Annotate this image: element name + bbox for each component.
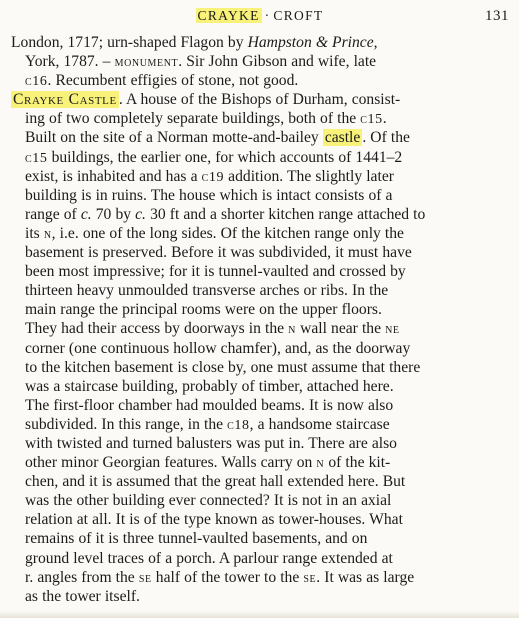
small-caps-run: c16 <box>25 74 48 90</box>
text-run: its <box>25 224 44 242</box>
text-line <box>0 243 519 262</box>
text-run: The first-floor chamber had moulded beams. It is now also <box>25 396 394 414</box>
text-run: r. angles from the <box>25 568 139 586</box>
text-line <box>0 281 519 300</box>
text-line <box>0 52 519 71</box>
text-run: of the kit- <box>324 454 391 472</box>
text-run: York, 1787. – <box>25 53 115 71</box>
text-line <box>0 339 519 358</box>
running-head-highlighted-word: CRAYKE <box>197 8 260 23</box>
text-run: Built on the site of a Norman motte-and-bailey <box>25 129 323 147</box>
small-caps-run: c18 <box>227 417 250 433</box>
text-line <box>0 33 519 52</box>
text-line <box>0 396 519 415</box>
text-line <box>0 167 519 186</box>
text-line <box>0 587 519 606</box>
text-run: chen, and it is assumed that the great hall extended here. But <box>25 473 406 491</box>
text-run: . <box>382 110 387 128</box>
text-run: was the other building ever connected? It is not in an axial <box>25 492 392 510</box>
text-line <box>0 472 519 491</box>
text-run: corner (one continuous hollow chamfer), and, as the doorway <box>25 339 411 357</box>
text-line <box>0 262 519 281</box>
text-run: . A house of the Bishops of Durham, consist- <box>118 91 401 109</box>
text-line <box>0 510 519 529</box>
text-run: . It was as large <box>316 568 415 586</box>
small-caps-run: n <box>288 322 296 338</box>
text-line <box>0 71 519 90</box>
text-run: thirteen heavy unmoulded transverse arches or ribs. In the <box>25 282 389 300</box>
text-run: building is in ruins. The house which is intact consists of a <box>25 186 393 204</box>
text-run: range of <box>25 205 81 223</box>
text-line <box>0 90 519 109</box>
text-run: , a handsome staircase <box>249 415 390 433</box>
text-run: been most impressive; for it is tunnel-vaulted and crossed by <box>25 263 406 281</box>
text-run: half of the tower to the <box>151 568 304 586</box>
text-run: London, 1717; urn-shaped Flagon by <box>11 34 248 51</box>
small-caps-run: n <box>43 226 52 242</box>
text-line <box>0 358 519 377</box>
small-caps-run: se <box>303 570 317 586</box>
small-caps-run: ne <box>385 322 400 338</box>
text-line <box>0 377 519 396</box>
text-run: , i.e. one of the long sides. Of the kitchen range only the <box>51 224 404 242</box>
text-run: ing of two completely separate buildings, both of the <box>25 110 361 128</box>
text-line <box>0 109 519 128</box>
text-run: buildings, the earlier one, for which accounts of 1441–2 <box>47 148 403 166</box>
text-line <box>0 186 519 205</box>
text-run: 70 by <box>91 205 136 223</box>
italic-run: c. <box>80 205 92 223</box>
text-line <box>0 549 519 568</box>
text-line <box>0 529 519 548</box>
text-line <box>0 205 519 224</box>
entry-heading: Crayke Castle <box>13 91 117 109</box>
text-line <box>0 568 519 587</box>
text-run: . Recumbent effigies of stone, not good. <box>47 72 299 90</box>
text-run: . Of the <box>362 129 410 147</box>
text-line <box>0 319 519 338</box>
page-header <box>0 8 519 30</box>
text-run: to the kitchen basement is close by, one must assume that there <box>25 358 421 376</box>
text-run: with twisted and turned balusters was put in. There are also <box>25 434 397 452</box>
page-number: 131 <box>485 8 509 24</box>
page-bottom-edge <box>0 611 519 618</box>
text-line <box>0 128 519 147</box>
small-caps-run: se <box>138 570 152 586</box>
text-run: ground level traces of a porch. A parlour range extended at <box>25 549 393 567</box>
text-run: other minor Georgian features. Walls carry on <box>25 454 317 472</box>
text-run: relation at all. It is of the type known as tower-houses. What <box>25 511 403 529</box>
italic-run: Hampston & Prince, <box>247 34 378 51</box>
small-caps-run: n <box>316 456 325 472</box>
text-line <box>0 491 519 510</box>
text-run: subdivided. In this range, in the <box>25 415 228 433</box>
small-caps-run: c15 <box>360 112 383 128</box>
text-run: basement is preserved. Before it was subdivided, it must have <box>25 244 412 262</box>
running-head-separator: · <box>264 8 271 23</box>
text-line <box>0 300 519 319</box>
small-caps-run: monument <box>114 55 179 71</box>
text-run: They had their access by doorways in the <box>25 320 289 338</box>
highlighted-word: castle <box>324 129 361 147</box>
text-run: was a staircase building, probably of timber, attached here. <box>25 377 394 395</box>
text-run: . Sir John Gibson and wife, late <box>178 53 377 71</box>
body-text <box>0 33 519 606</box>
text-line <box>0 415 519 434</box>
small-caps-run: c19 <box>201 169 225 185</box>
text-line <box>0 453 519 472</box>
small-caps-run: c15 <box>25 150 48 166</box>
text-run: wall near the <box>295 320 386 338</box>
text-line <box>0 434 519 453</box>
text-run: exist, is inhabited and has a <box>25 167 202 185</box>
running-head <box>0 8 519 24</box>
text-run: as the tower itself. <box>25 587 140 605</box>
running-head-second-word: CROFT <box>273 8 324 23</box>
text-line <box>0 148 519 167</box>
text-line <box>0 224 519 243</box>
italic-run: c. <box>135 205 146 223</box>
text-run: addition. The slightly later <box>224 167 394 185</box>
text-run: 30 ft and a shorter kitchen range attached to <box>145 205 426 223</box>
text-run: remains of it is three tunnel-vaulted basements, and on <box>25 530 368 548</box>
text-run: main range the principal rooms were on the upper floors. <box>25 301 382 319</box>
